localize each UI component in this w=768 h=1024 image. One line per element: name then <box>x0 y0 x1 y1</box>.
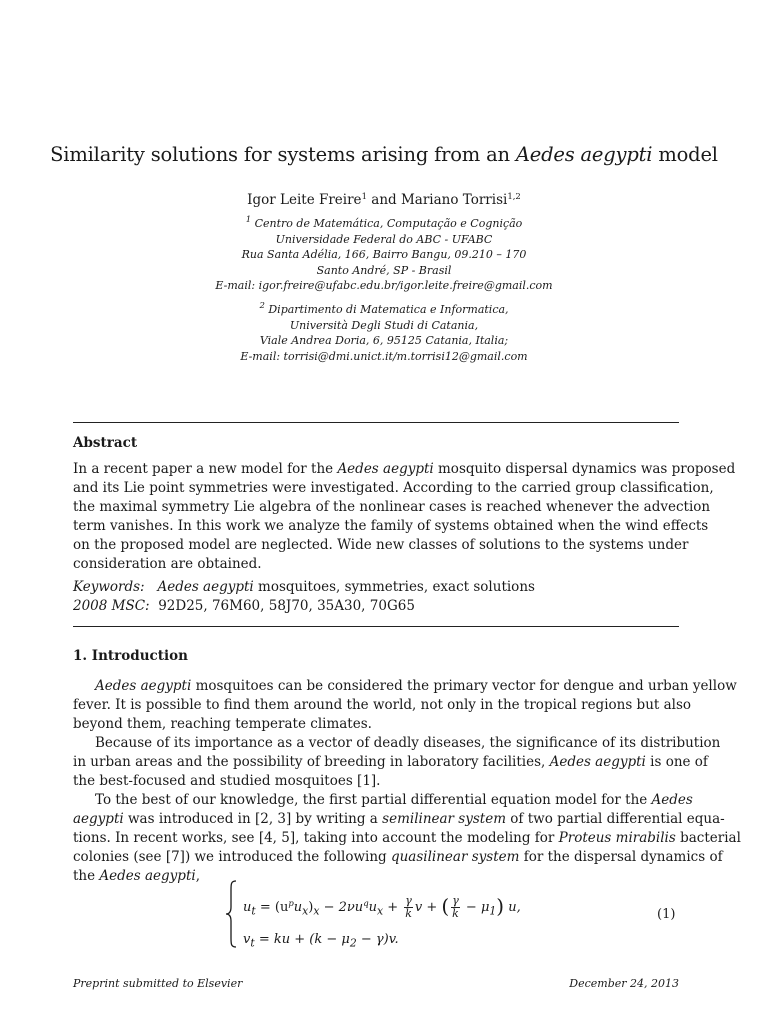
affiliation-line <box>0 302 768 318</box>
equation-line-2: $v_t$ = ku + $(k - \mu_2 - \gamma)v$. <box>243 932 399 950</box>
introduction-line: in urban areas and the possibility of breeding in laboratory facilities, Aedes aegypti is one of <box>73 754 708 770</box>
equation-line-1: $u_t = (u^pu_x)_x - 2\nu u^qu_x$ + $\frac{\gamma}{k}$ v + ( $\frac{\gamma}{k}$ − $\mu_1$) u, <box>243 894 521 920</box>
affiliation-block-1 <box>0 216 768 294</box>
affiliation-line <box>0 216 768 232</box>
keywords-values: mosquitoes, symmetries, exact solutions <box>253 579 535 595</box>
footer-preprint-note: Preprint submitted to Elsevier <box>73 977 243 990</box>
abstract-line: on the proposed model are neglected. Wide new classes of solutions to the systems under <box>73 537 689 553</box>
affiliation-text: Dipartimento di Matematica e Informatica, <box>268 303 509 316</box>
introduction-line: tions. In recent works, see [4, 5], taking into account the modeling for Proteus mirabilis bacterial <box>73 830 741 846</box>
affiliation-email: E-mail: torrisi@dmi.unict.it/m.torrisi12@gmail.com <box>240 349 528 363</box>
author-conjunction: and <box>366 192 401 208</box>
title-text: Similarity solutions for systems arising from an <box>50 143 516 166</box>
affiliation-line: Rua Santa Adélia, 166, Bairro Bangu, 09.210 – 170 <box>241 248 527 261</box>
left-paren-icon: ( <box>441 894 450 918</box>
introduction-line: the best-focused and studied mosquitoes [1]. <box>73 773 381 789</box>
affiliation-marker: 2 <box>259 301 265 311</box>
affiliation-line: Santo André, SP - Brasil <box>316 263 452 277</box>
abstract-heading: Abstract <box>73 435 138 451</box>
left-brace-icon <box>224 880 238 948</box>
introduction-line: colonies (see [7]) we introduced the following quasilinear system for the dispersal dynamics of <box>73 849 723 865</box>
paper-title <box>0 143 768 166</box>
abstract-line: the maximal symmetry Lie algebra of the nonlinear cases is reached whenever the advection <box>73 499 711 515</box>
section-heading-introduction: 1. Introduction <box>73 648 188 664</box>
introduction-line: fever. It is possible to find them around the world, not only in the tropical regions but also <box>73 697 692 713</box>
author-list <box>0 192 768 208</box>
fraction: $\frac{\gamma}{k}$ <box>405 894 412 920</box>
affiliation-text: Centro de Matemática, Computação e Cognição <box>254 217 523 230</box>
right-paren-icon: ) <box>496 894 505 918</box>
affiliation-marker: 1 <box>245 215 252 225</box>
fraction: $\frac{\gamma}{k}$ <box>452 894 459 920</box>
abstract-line: and its Lie point symmetries were investigated. According to the carried group classification, <box>73 480 714 496</box>
author-name: Mariano Torrisi <box>400 192 508 208</box>
msc-values: 92D25, 76M60, 58J70, 35A30, 70G65 <box>158 598 415 614</box>
abstract-bottom-rule <box>73 626 679 627</box>
introduction-line: aegypti was introduced in [2, 3] by writing a semilinear system of two partial differential equa- <box>73 811 725 827</box>
title-text-end: model <box>652 143 718 166</box>
abstract-top-rule <box>73 422 679 423</box>
abstract-line: In a recent paper a new model for the Aedes aegypti mosquito dispersal dynamics was proposed <box>73 461 736 477</box>
msc-label: 2008 MSC: <box>73 598 150 614</box>
introduction-body <box>73 677 741 886</box>
keywords-line <box>73 578 679 597</box>
affiliation-line: Universidade Federal do ABC - UFABC <box>275 232 493 246</box>
abstract-line: term vanishes. In this work we analyze the family of systems obtained when the wind effects <box>73 518 709 534</box>
title-species: Aedes aegypti <box>515 143 653 166</box>
introduction-line: beyond them, reaching temperate climates. <box>73 716 372 732</box>
introduction-line: Because of its importance as a vector of deadly diseases, the significance of its distribution <box>95 735 721 751</box>
keywords-species: Aedes aegypti <box>157 579 254 595</box>
introduction-line: To the best of our knowledge, the first partial differential equation model for the Aedes <box>95 792 693 808</box>
affiliation-marker: 1,2 <box>507 192 521 202</box>
abstract-line: consideration are obtained. <box>73 556 262 572</box>
affiliation-line: Viale Andrea Doria, 6, 95125 Catania, Italia; <box>259 334 509 347</box>
footer-date: December 24, 2013 <box>569 977 679 990</box>
abstract-body <box>73 460 736 574</box>
author-name: Igor Leite Freire <box>247 192 362 208</box>
introduction-line: the Aedes aegypti, <box>73 868 200 884</box>
introduction-line: Aedes aegypti mosquitoes can be considered the primary vector for dengue and urban yellow <box>95 678 737 694</box>
affiliation-marker: 1 <box>361 192 367 202</box>
affiliation-line: Università Degli Studi di Catania, <box>289 318 479 332</box>
equation-system <box>224 880 679 952</box>
equation-number: (1) <box>657 907 676 922</box>
affiliation-email: E-mail: igor.freire@ufabc.edu.br/igor.leite.freire@gmail.com <box>215 279 553 292</box>
msc-line <box>73 597 679 616</box>
affiliation-block-2 <box>0 302 768 364</box>
keywords-label: Keywords: <box>73 579 145 595</box>
